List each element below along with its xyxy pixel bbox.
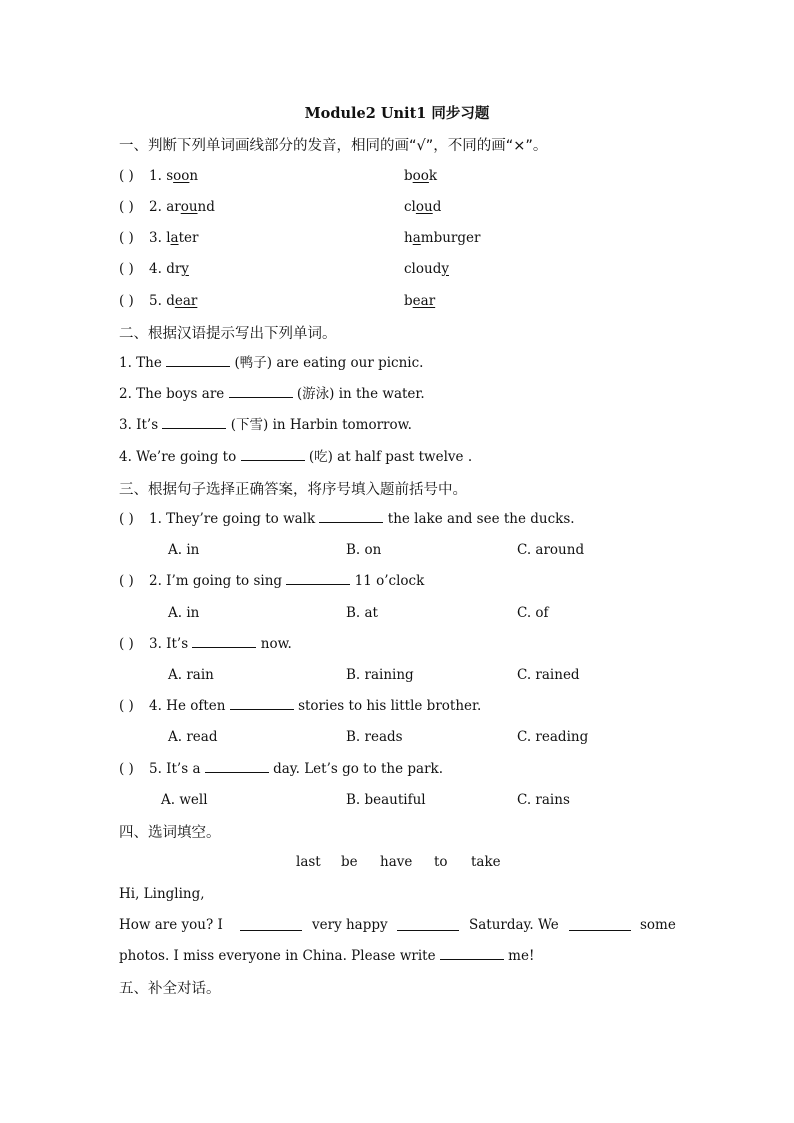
answer-paren[interactable]: ( ) (119, 168, 134, 184)
section1-item (119, 198, 215, 216)
option-c[interactable]: C. around (517, 542, 585, 558)
word-1: dry (166, 261, 189, 277)
letter-text: very happy (312, 917, 388, 933)
answer-blank[interactable] (440, 947, 504, 960)
section1-item (119, 292, 197, 310)
section3-heading: 三、根据句子选择正确答案，将序号填入题前括号中。 (119, 482, 467, 498)
answer-paren[interactable]: ( ) (119, 636, 134, 652)
word-bank-item: last (296, 854, 321, 870)
section3-question: ( ) 4. He often stories to his little brother. (119, 698, 482, 714)
word-2: book (404, 168, 438, 184)
letter-greeting: Hi, Lingling, (119, 886, 205, 902)
answer-paren[interactable]: ( ) (119, 261, 134, 277)
page-title: Module2 Unit1 同步习题 (304, 105, 490, 122)
section4-heading: 四、选词填空。 (119, 825, 221, 841)
option-c[interactable]: C. rains (517, 792, 570, 808)
answer-blank[interactable] (166, 354, 230, 367)
answer-paren[interactable]: ( ) (119, 293, 134, 309)
answer-paren[interactable]: ( ) (119, 761, 134, 777)
item-number: 1. (149, 168, 162, 184)
section2-item: 4. We’re going to (吃) at half past twelve . (119, 449, 473, 465)
section2-heading: 二、根据汉语提示写出下列单词。 (119, 326, 337, 342)
section3-question: ( ) 2. I’m going to sing 11 o’clock (119, 573, 425, 589)
answer-blank[interactable] (241, 448, 305, 461)
word-bank-item: take (471, 854, 501, 870)
section2-item: 3. It’s (下雪) in Harbin tomorrow. (119, 417, 412, 433)
section1-item (119, 167, 198, 185)
item-number: 3. (149, 230, 162, 246)
item-number: 2. (149, 199, 162, 215)
letter-text: photos. I miss everyone in China. Please write me! (119, 948, 535, 964)
word-bank-item: be (341, 854, 358, 870)
answer-blank[interactable] (319, 510, 383, 523)
letter-text: Saturday. We (469, 917, 559, 933)
option-a[interactable]: A. read (168, 729, 218, 745)
answer-paren[interactable]: ( ) (119, 511, 134, 527)
option-a[interactable]: A. in (168, 605, 200, 621)
option-c[interactable]: C. rained (517, 667, 580, 683)
word-2: cloudy (404, 261, 449, 277)
section3-question: ( ) 1. They’re going to walk the lake and see the ducks. (119, 511, 575, 527)
section3-question: ( ) 5. It’s a day. Let’s go to the park. (119, 761, 444, 777)
answer-blank[interactable] (240, 916, 302, 931)
answer-blank[interactable] (229, 385, 293, 398)
word-1: around (166, 199, 215, 215)
option-b[interactable]: B. at (346, 605, 378, 621)
option-c[interactable]: C. reading (517, 729, 589, 745)
section1-heading: 一、判断下列单词画线部分的发音，相同的画“√”，不同的画“×”。 (119, 138, 548, 154)
answer-blank[interactable] (192, 635, 256, 648)
answer-blank[interactable] (397, 916, 459, 931)
item-number: 4. (149, 261, 162, 277)
option-a[interactable]: A. rain (168, 667, 214, 683)
word-bank-item: have (380, 854, 413, 870)
option-b[interactable]: B. beautiful (346, 792, 426, 808)
section5-heading: 五、补全对话。 (119, 981, 221, 997)
section2-item: 2. The boys are (游泳) in the water. (119, 386, 425, 402)
option-b[interactable]: B. reads (346, 729, 403, 745)
answer-blank[interactable] (569, 916, 631, 931)
answer-blank[interactable] (205, 760, 269, 773)
word-1: soon (166, 168, 199, 184)
answer-paren[interactable]: ( ) (119, 698, 134, 714)
section2-item: 1. The (鸭子) are eating our picnic. (119, 355, 424, 371)
item-number: 5. (149, 293, 162, 309)
option-c[interactable]: C. of (517, 605, 549, 621)
option-b[interactable]: B. on (346, 542, 382, 558)
section1-item (119, 229, 198, 247)
word-bank-item: to (434, 854, 448, 870)
section1-item (119, 260, 189, 278)
answer-paren[interactable]: ( ) (119, 573, 134, 589)
word-2: hamburger (404, 230, 481, 246)
answer-paren[interactable]: ( ) (119, 199, 134, 215)
answer-paren[interactable]: ( ) (119, 230, 134, 246)
letter-text: some (640, 917, 676, 933)
option-a[interactable]: A. well (161, 792, 208, 808)
word-1: dear (166, 293, 198, 309)
word-2: cloud (404, 199, 442, 215)
option-a[interactable]: A. in (168, 542, 200, 558)
option-b[interactable]: B. raining (346, 667, 414, 683)
answer-blank[interactable] (286, 572, 350, 585)
section3-question: ( ) 3. It’s now. (119, 636, 292, 652)
answer-blank[interactable] (230, 697, 294, 710)
word-1: later (166, 230, 199, 246)
word-2: bear (404, 293, 436, 309)
answer-blank[interactable] (162, 416, 226, 429)
letter-text: How are you? I (119, 917, 223, 933)
